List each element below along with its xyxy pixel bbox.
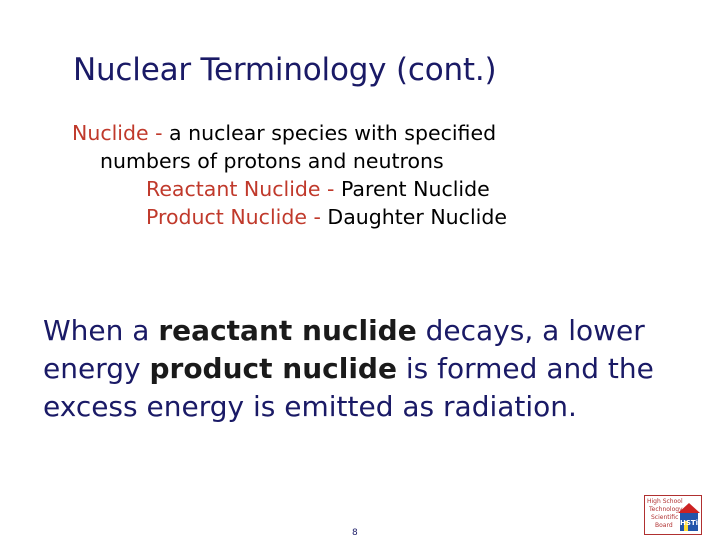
logo-text-4: Board <box>655 522 673 529</box>
reactant-nuclide-definition: Parent Nuclide <box>334 177 490 201</box>
reactant-nuclide-term: Reactant Nuclide - <box>146 177 335 201</box>
nuclide-definition-line-2 <box>72 147 507 175</box>
nuclide-definition-text-1: a nuclear species with specified <box>162 121 497 145</box>
product-nuclide-emphasis: product nuclide <box>149 352 397 385</box>
reactant-nuclide-emphasis: reactant nuclide <box>158 314 417 347</box>
logo-mark: HSTi <box>680 519 699 527</box>
paragraph-text-2: decays, a lower energy <box>43 314 645 385</box>
logo-text-3: Scientific <box>651 514 679 521</box>
nuclide-definition-line-1 <box>72 119 507 147</box>
nuclide-term: Nuclide - <box>72 121 163 145</box>
logo-text-2: Technology <box>649 506 683 513</box>
product-nuclide-definition: Daughter Nuclide <box>320 205 507 229</box>
logo-text-1: High School <box>647 498 683 505</box>
paragraph-text-3: is formed and the excess energy is emitted as radiation. <box>43 352 654 423</box>
explanation-paragraph <box>43 312 693 426</box>
product-nuclide-term: Product Nuclide - <box>146 205 321 229</box>
definitions-block <box>72 119 507 231</box>
school-logo <box>644 495 702 535</box>
product-nuclide-line <box>72 203 507 231</box>
slide-title: Nuclear Terminology (cont.) <box>73 52 497 88</box>
paragraph-text-1: When a <box>43 314 159 347</box>
reactant-nuclide-line <box>72 175 507 203</box>
page-number: 8 <box>352 528 358 538</box>
nuclide-definition-text-2: numbers of protons and neutrons <box>100 149 444 173</box>
